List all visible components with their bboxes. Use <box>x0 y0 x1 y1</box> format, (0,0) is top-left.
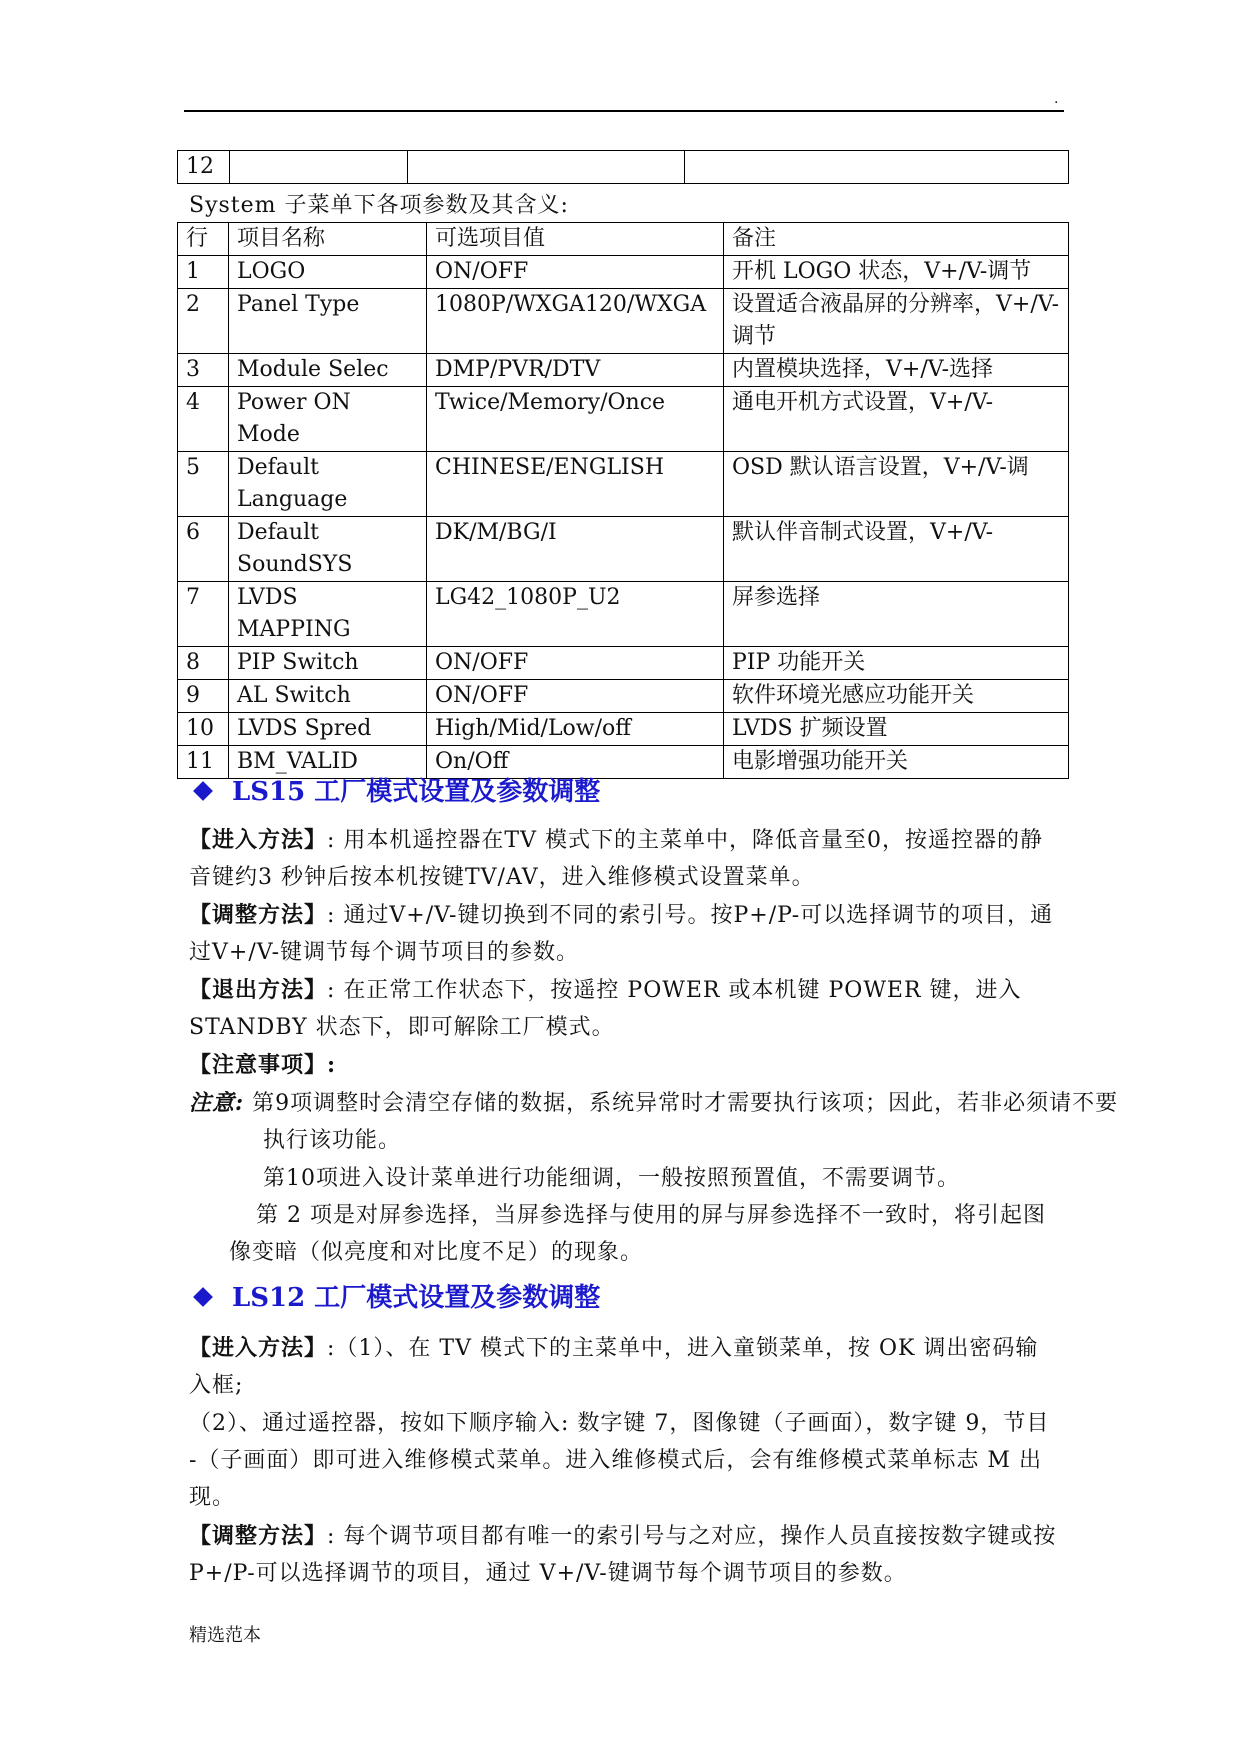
table-cell: DK/M/BG/I <box>427 517 724 582</box>
table-cell: PIP Switch <box>229 647 427 680</box>
enter-method-label: 【进入方法】 <box>189 827 328 853</box>
ls12-enter-paragraph <box>189 1330 1059 1404</box>
table-cell: AL Switch <box>229 680 427 713</box>
table-cell: 设置适合液晶屏的分辨率，V+/V-调节 <box>724 289 1069 354</box>
header-dot: . <box>1054 91 1059 107</box>
page-footer: 精选范本 <box>189 1625 261 1646</box>
table-cell: 通电开机方式设置，V+/V- <box>724 387 1069 452</box>
system-params-table <box>177 222 1069 779</box>
table-cell: ON/OFF <box>427 647 724 680</box>
table-cell: CHINESE/ENGLISH <box>427 452 724 517</box>
table-cell <box>230 151 408 184</box>
table-cell: Default SoundSYS <box>229 517 427 582</box>
table-row <box>178 354 1069 387</box>
notes-label: 【注意事项】 <box>189 1052 328 1078</box>
table-cell: Twice/Memory/Once <box>427 387 724 452</box>
table-row <box>178 713 1069 746</box>
table-row <box>178 517 1069 582</box>
table-cell: 2 <box>178 289 229 354</box>
column-header: 可选项目值 <box>427 223 724 256</box>
table-cell: OSD 默认语言设置，V+/V-调 <box>724 452 1069 517</box>
table-cell: 默认伴音制式设置，V+/V- <box>724 517 1069 582</box>
section-title-text: LS12 工厂模式设置及参数调整 <box>232 1283 601 1313</box>
table-cell: 软件环境光感应功能开关 <box>724 680 1069 713</box>
table-cell: ON/OFF <box>427 680 724 713</box>
exit-method-label: 【退出方法】 <box>189 977 328 1003</box>
note-prefix: 注意: <box>189 1090 245 1116</box>
ls15-notes-heading <box>189 1047 1059 1084</box>
ls15-enter-paragraph <box>189 822 1059 896</box>
table-cell: BM_VALID <box>229 746 427 779</box>
enter-method-text: : 用本机遥控器在TV 模式下的主菜单中，降低音量至0，按遥控器的静音键约3 秒钟后按本机按键TV/AV，进入维修模式设置菜单。 <box>189 828 1043 890</box>
table-cell: Module Selec <box>229 354 427 387</box>
table-row <box>178 289 1069 354</box>
table-cell: Default Language <box>229 452 427 517</box>
table-cell: DMP/PVR/DTV <box>427 354 724 387</box>
ls12-step-2: （2）、通过遥控器，按如下顺序输入: 数字键 7，图像键（子画面），数字键 9，节目 -（子画面）即可进入维修模式菜单。进入维修模式后，会有维修模式菜单标志 M 出现。 <box>189 1411 1050 1510</box>
adjust-method-text: : 通过V+/V-键切换到不同的索引号。按P+/P-可以选择调节的项目，通过V+/V-键调节每个调节项目的参数。 <box>189 903 1054 965</box>
table-cell: LVDS 扩频设置 <box>724 713 1069 746</box>
table-cell: Power ON Mode <box>229 387 427 452</box>
column-header: 行 <box>178 223 229 256</box>
table-cell: ON/OFF <box>427 256 724 289</box>
table-cell: 10 <box>178 713 229 746</box>
section-title-text: LS15 工厂模式设置及参数调整 <box>232 777 601 807</box>
table-cell: 6 <box>178 517 229 582</box>
table-cell: LOGO <box>229 256 427 289</box>
column-header: 备注 <box>724 223 1069 256</box>
adjust-method-text: : 每个调节项目都有唯一的索引号与之对应，操作人员直接按数字键或按 P+/P-可以选择调节的项目，通过 V+/V-键调节每个调节项目的参数。 <box>189 1524 1057 1586</box>
table-cell: 7 <box>178 582 229 647</box>
previous-table-row <box>177 150 1069 184</box>
adjust-method-label: 【调整方法】 <box>189 1523 328 1549</box>
ls15-note-2: 第10项进入设计菜单进行功能细调，一般按照预置值，不需要调节。 <box>263 1166 960 1191</box>
column-header: 项目名称 <box>229 223 427 256</box>
diamond-bullet-icon <box>193 781 213 801</box>
adjust-method-label: 【调整方法】 <box>189 902 328 928</box>
table-cell: LVDS MAPPING <box>229 582 427 647</box>
table-row <box>178 680 1069 713</box>
enter-method-label: 【进入方法】 <box>189 1335 328 1361</box>
ls15-adjust-paragraph <box>189 897 1059 971</box>
ls12-adjust-paragraph <box>189 1518 1059 1592</box>
table-cell: 9 <box>178 680 229 713</box>
section-title-ls15 <box>190 772 600 812</box>
table-cell <box>685 151 1069 184</box>
table-cell: 11 <box>178 746 229 779</box>
exit-method-text: : 在正常工作状态下，按遥控 POWER 或本机键 POWER 键，进入STANDBY 状态下，即可解除工厂模式。 <box>189 978 1022 1040</box>
table-row <box>178 647 1069 680</box>
table-cell: Panel Type <box>229 289 427 354</box>
table-row <box>178 387 1069 452</box>
table-cell: 开机 LOGO 状态，V+/V-调节 <box>724 256 1069 289</box>
table-cell: 8 <box>178 647 229 680</box>
table-cell: 3 <box>178 354 229 387</box>
ls15-exit-paragraph <box>189 972 1059 1046</box>
table-cell: 5 <box>178 452 229 517</box>
table-cell: LVDS Spred <box>229 713 427 746</box>
table-caption: System 子菜单下各项参数及其含义: <box>189 193 569 218</box>
table-row <box>178 151 1069 184</box>
header-rule <box>184 110 1064 112</box>
table-cell: 电影增强功能开关 <box>724 746 1069 779</box>
table-cell: 4 <box>178 387 229 452</box>
table-cell: 内置模块选择，V+/V-选择 <box>724 354 1069 387</box>
table-cell: 屏参选择 <box>724 582 1069 647</box>
table-cell: LG42_1080P_U2 <box>427 582 724 647</box>
table-row <box>178 452 1069 517</box>
diamond-bullet-icon <box>193 1287 213 1307</box>
table-cell: 1080P/WXGA120/WXGA <box>427 289 724 354</box>
table-row <box>178 582 1069 647</box>
table-row <box>178 256 1069 289</box>
table-cell: PIP 功能开关 <box>724 647 1069 680</box>
table-cell: High/Mid/Low/off <box>427 713 724 746</box>
ls15-note-3: 第 2 项是对屏参选择，当屏参选择与使用的屏与屏参选择不一致时，将引起图像变暗（似亮度和对比度不足）的现象。 <box>229 1203 1046 1265</box>
ls15-note-1 <box>189 1085 1129 1159</box>
table-header-row <box>178 223 1069 256</box>
table-cell: 12 <box>178 151 230 184</box>
section-title-ls12 <box>190 1278 600 1318</box>
notes-colon: : <box>327 1052 337 1078</box>
note-text: 第9项调整时会清空存储的数据，系统异常时才需要执行该项；因此，若非必须请不要执行该功能。 <box>244 1091 1119 1153</box>
table-cell: 1 <box>178 256 229 289</box>
table-cell <box>408 151 685 184</box>
table-cell: On/Off <box>427 746 724 779</box>
enter-method-text: :（1）、在 TV 模式下的主菜单中，进入童锁菜单，按 OK 调出密码输入框; <box>189 1336 1039 1398</box>
